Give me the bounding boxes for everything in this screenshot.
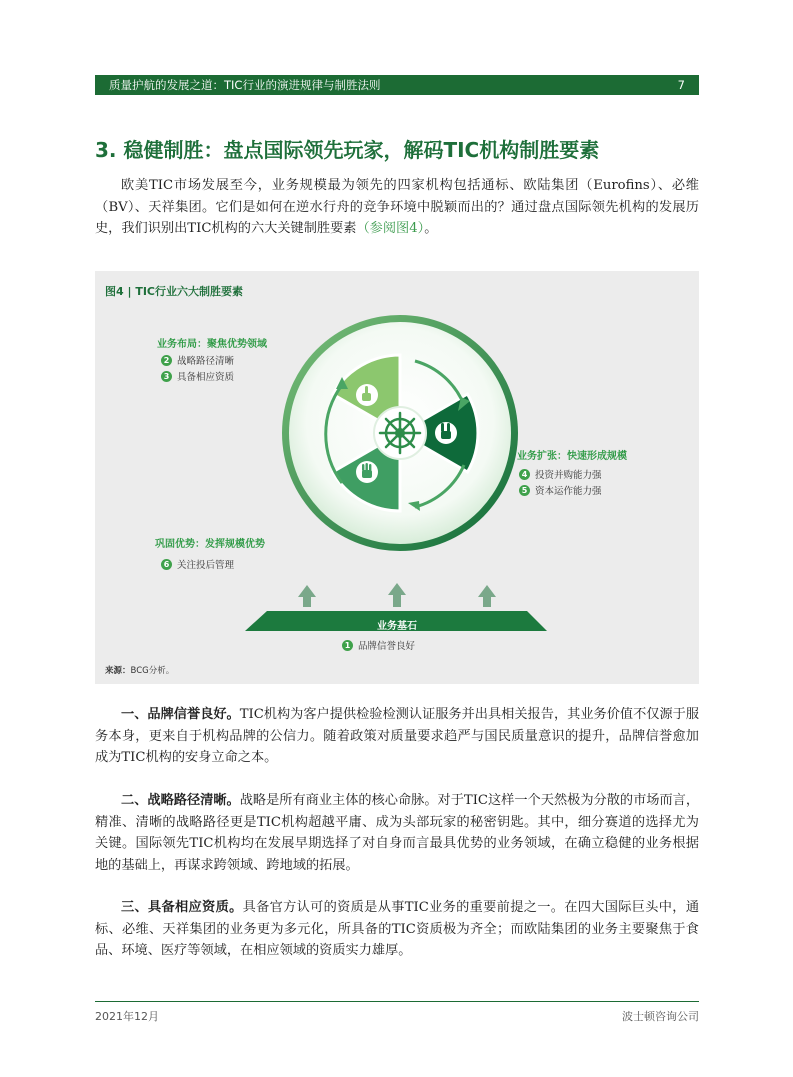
intro-end: 。 (424, 221, 438, 236)
paragraph-lead: 一、品牌信誉良好。 (121, 707, 240, 722)
footer-date: 2021年12月 (95, 1010, 159, 1023)
pillar-arrows (298, 583, 496, 607)
factor-number: 3 (161, 371, 172, 382)
factor-label: 投资并购能力强 (535, 470, 602, 481)
paragraph-lead: 三、具备相应资质。 (121, 900, 243, 915)
factor-number: 2 (161, 355, 172, 366)
factor-item (161, 557, 234, 571)
factor-number: 6 (161, 559, 172, 570)
factor-label: 战略路径清晰 (177, 356, 235, 367)
thumbs-up-icon (356, 384, 378, 406)
figure-4 (95, 271, 699, 684)
victory-hand-icon (435, 422, 457, 444)
factor-number: 4 (519, 469, 530, 480)
factor-item (519, 467, 602, 481)
factor-item (342, 638, 415, 652)
factor-number: 5 (519, 485, 530, 496)
group-layout-title: 业务布局：聚焦优势领域 (157, 339, 267, 350)
factor-item (161, 369, 234, 383)
open-hand-icon (356, 461, 378, 483)
section-title: 3. 稳健制胜：盘点国际领先玩家，解码TIC机构制胜要素 (95, 138, 600, 162)
paragraph-text: TIC机构为客户提供检验检测认证服务并出具相关报告，其业务价值不仅源于服务本身，更来自于机构品牌的公信力。随着政策对质量要求趋严与国民质量意识的提升，品牌信誉愈加成为TIC机构的安身立命之本。 (95, 707, 700, 765)
footer-divider (95, 1001, 699, 1002)
group-foundation-title: 业务基石 (377, 621, 417, 632)
foundation-base (245, 581, 549, 641)
group-consolidation-title: 巩固优势：发挥规模优势 (155, 539, 265, 550)
factor-number: 1 (342, 640, 353, 651)
footer-company: 波士顿咨询公司 (622, 1010, 699, 1023)
figure-reference-link[interactable]: （参阅图4） (356, 221, 425, 236)
body-paragraph-1 (95, 704, 699, 769)
figure-source (105, 664, 174, 676)
strategy-wheel (280, 313, 520, 553)
factor-item (519, 483, 602, 497)
paragraph-text: 具备官方认可的资质是从事TIC业务的重要前提之一。在四大国际巨头中，通标、必维、天祥集团的业务更为多元化，所具备的TIC资质极为齐全；而欧陆集团的业务主要聚焦于食品、环境、医疗等领域，在相应领域的资质实力雄厚。 (95, 900, 700, 958)
group-expansion-title: 业务扩张：快速形成规模 (517, 451, 627, 462)
source-label: 来源： (105, 666, 131, 676)
factor-label: 具备相应资质 (177, 372, 235, 383)
factor-item (161, 353, 234, 367)
paragraph-text: 战略是所有商业主体的核心命脉。对于TIC这样一个天然极为分散的市场而言，精准、清晰的战略路径更是TIC机构超越平庸、成为头部玩家的秘密钥匙。其中，细分赛道的选择尤为关键。国际领先TIC机构均在发展早期选择了对自身而言最具优势的业务领域，在确立稳健的业务根据地的基础上，再谋求跨领域、跨地域的拓展。 (95, 793, 700, 873)
body-paragraph-3 (95, 897, 699, 962)
ship-helm-icon (374, 407, 426, 459)
factor-label: 资本运作能力强 (535, 486, 602, 497)
factor-label: 品牌信誉良好 (358, 641, 416, 652)
paragraph-lead: 二、战略路径清晰。 (121, 793, 240, 808)
source-text: BCG分析。 (130, 666, 175, 676)
header-bar (95, 75, 699, 95)
page-number: 7 (677, 78, 685, 92)
body-paragraph-2 (95, 790, 699, 876)
figure-title: 图4 | TIC行业六大制胜要素 (105, 285, 243, 298)
header-title: 质量护航的发展之道：TIC行业的演进规律与制胜法则 (109, 78, 381, 92)
factor-label: 关注投后管理 (177, 560, 235, 571)
intro-paragraph (95, 175, 699, 240)
intro-text: 欧美TIC市场发展至今，业务规模最为领先的四家机构包括通标、欧陆集团（Eurofins）、必维（BV）、天祥集团。它们是如何在逆水行舟的竞争环境中脱颖而出的？通过盘点国际领先机构的发展历史，我们识别出TIC机构的六大关键制胜要素 (95, 178, 699, 236)
